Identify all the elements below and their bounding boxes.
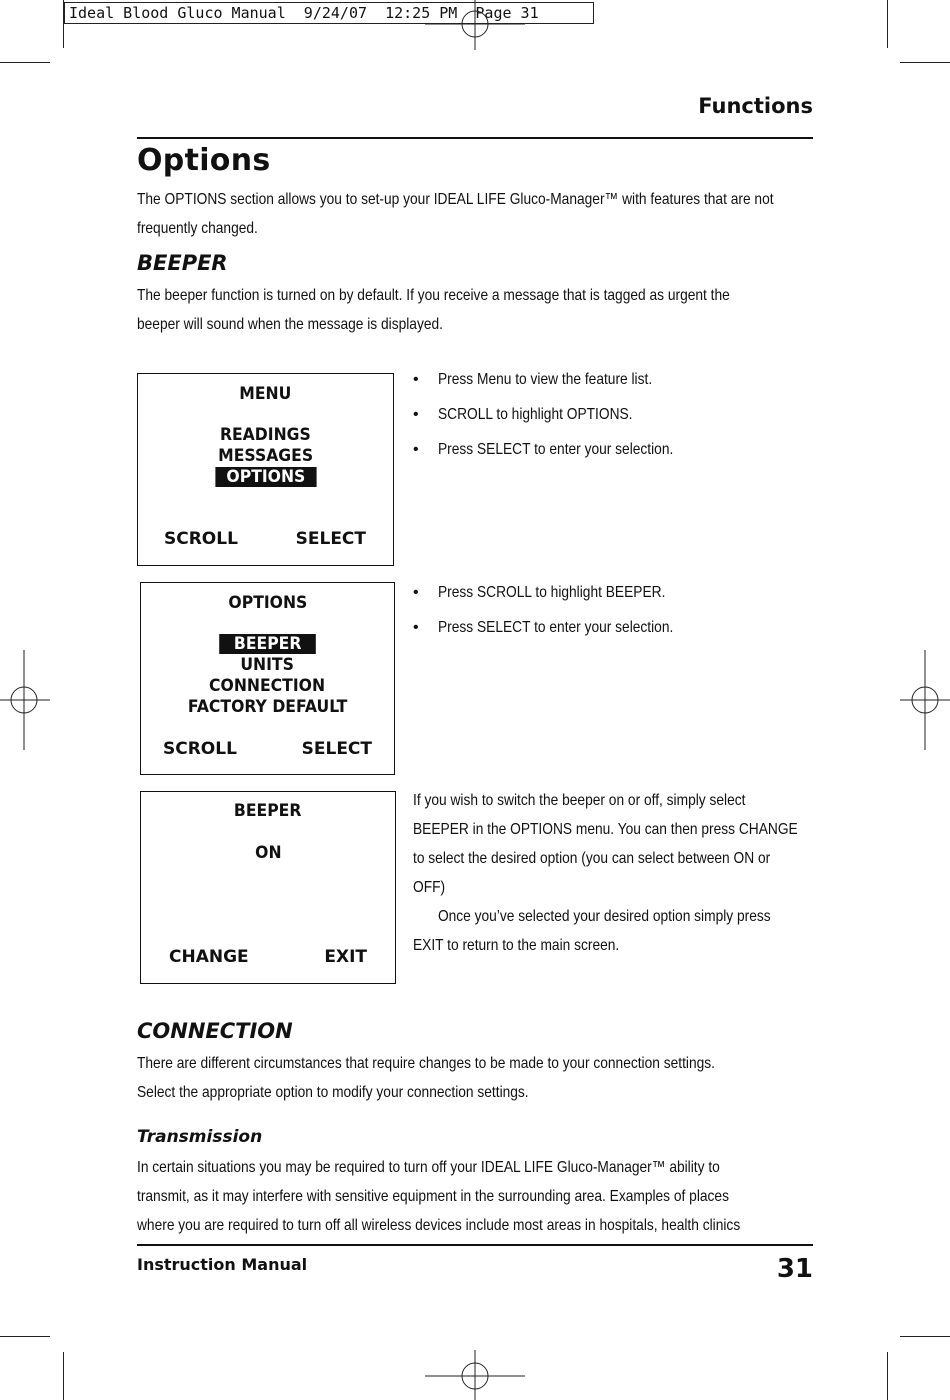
crop-mark (887, 0, 888, 48)
switch-line: OFF) (413, 879, 446, 896)
change-softkey: CHANGE (169, 947, 249, 967)
menu-item-options-highlighted: OPTIONS (215, 467, 316, 487)
footer-label: Instruction Manual (137, 1255, 308, 1274)
crop-mark (63, 0, 64, 48)
beeper-line: The beeper function is turned on by default. If you receive a message that is tagged as urgent the (137, 287, 730, 304)
beeper-heading: BEEPER (137, 251, 228, 275)
connection-line: Select the appropriate option to modify your connection settings. (137, 1084, 529, 1101)
bullet-icon: • (413, 406, 419, 423)
screen-title: OPTIONS (228, 593, 307, 613)
transmission-heading: Transmission (137, 1127, 263, 1147)
transmission-line: In certain situations you may be required to turn off your IDEAL LIFE Gluco-Manager™ ability to (137, 1159, 720, 1176)
switch-line: If you wish to switch the beeper on or off, simply select (413, 792, 746, 809)
option-item-beeper-highlighted: BEEPER (219, 634, 316, 654)
select-softkey: SELECT (301, 739, 372, 759)
crop-mark (900, 62, 950, 63)
crop-mark (900, 1336, 950, 1337)
intro-line: frequently changed. (137, 220, 258, 237)
print-slug-line: Ideal Blood Gluco Manual 9/24/07 12:25 PM Page 31 (64, 2, 594, 24)
switch-beeper-paragraph (413, 786, 813, 960)
bullet-text: Press SELECT to enter your selection. (438, 619, 674, 636)
page-number: 31 (776, 1254, 813, 1284)
crop-mark (0, 62, 50, 63)
beeper-value: ON (254, 843, 282, 863)
bullet-text: Press SELECT to enter your selection. (438, 441, 674, 458)
transmission-line: where you are required to turn off all wireless devices include most areas in hospitals, health clinics (137, 1217, 741, 1234)
switch-line: BEEPER in the OPTIONS menu. You can then press CHANGE (413, 821, 798, 838)
menu-item-readings: READINGS (220, 425, 311, 445)
bullet-icon: • (413, 371, 419, 388)
option-item-factory-default: FACTORY DEFAULT (187, 697, 348, 717)
beeper-paragraph (137, 281, 817, 339)
bullet-text: SCROLL to highlight OPTIONS. (438, 406, 633, 423)
switch-line: EXIT to return to the main screen. (413, 937, 620, 954)
menu-item-messages: MESSAGES (218, 446, 313, 466)
transmission-paragraph (137, 1153, 817, 1240)
option-item-connection: CONNECTION (209, 676, 326, 696)
page-title: Options (137, 143, 271, 178)
screen-title: BEEPER (234, 801, 302, 821)
header-rule (137, 137, 813, 139)
section-header: Functions (698, 94, 813, 118)
registration-mark-icon (900, 650, 950, 750)
intro-line: The OPTIONS section allows you to set-up your IDEAL LIFE Gluco-Manager™ with features that are not (137, 191, 774, 208)
screen-title: MENU (239, 384, 292, 404)
registration-mark-icon (0, 650, 50, 750)
crop-mark (887, 1352, 888, 1400)
registration-mark-icon (425, 1350, 525, 1400)
device-screen-options (140, 582, 395, 775)
transmission-line: transmit, as it may interfere with sensitive equipment in the surrounding area. Examples of places (137, 1188, 729, 1205)
scroll-softkey: SCROLL (163, 739, 237, 759)
crop-mark (0, 1336, 50, 1337)
registration-mark-icon (425, 0, 525, 50)
option-item-units: UNITS (240, 655, 295, 675)
scroll-softkey: SCROLL (164, 529, 238, 549)
intro-paragraph (137, 185, 817, 243)
crop-mark (63, 1352, 64, 1400)
device-screen-beeper (140, 791, 396, 984)
connection-paragraph (137, 1049, 817, 1107)
exit-softkey: EXIT (324, 947, 367, 967)
select-softkey: SELECT (295, 529, 366, 549)
switch-line: to select the desired option (you can select between ON or (413, 850, 771, 867)
bullet-icon: • (413, 584, 419, 601)
bullet-text: Press Menu to view the feature list. (438, 371, 653, 388)
device-screen-menu (137, 373, 394, 566)
switch-line: Once you’ve selected your desired option simply press (437, 908, 771, 925)
bullet-icon: • (413, 441, 419, 458)
bullet-icon: • (413, 619, 419, 636)
connection-heading: CONNECTION (137, 1019, 293, 1043)
beeper-line: beeper will sound when the message is displayed. (137, 316, 443, 333)
connection-line: There are different circumstances that require changes to be made to your connection settings. (137, 1055, 715, 1072)
bullet-text: Press SCROLL to highlight BEEPER. (438, 584, 666, 601)
footer-rule (137, 1244, 813, 1246)
